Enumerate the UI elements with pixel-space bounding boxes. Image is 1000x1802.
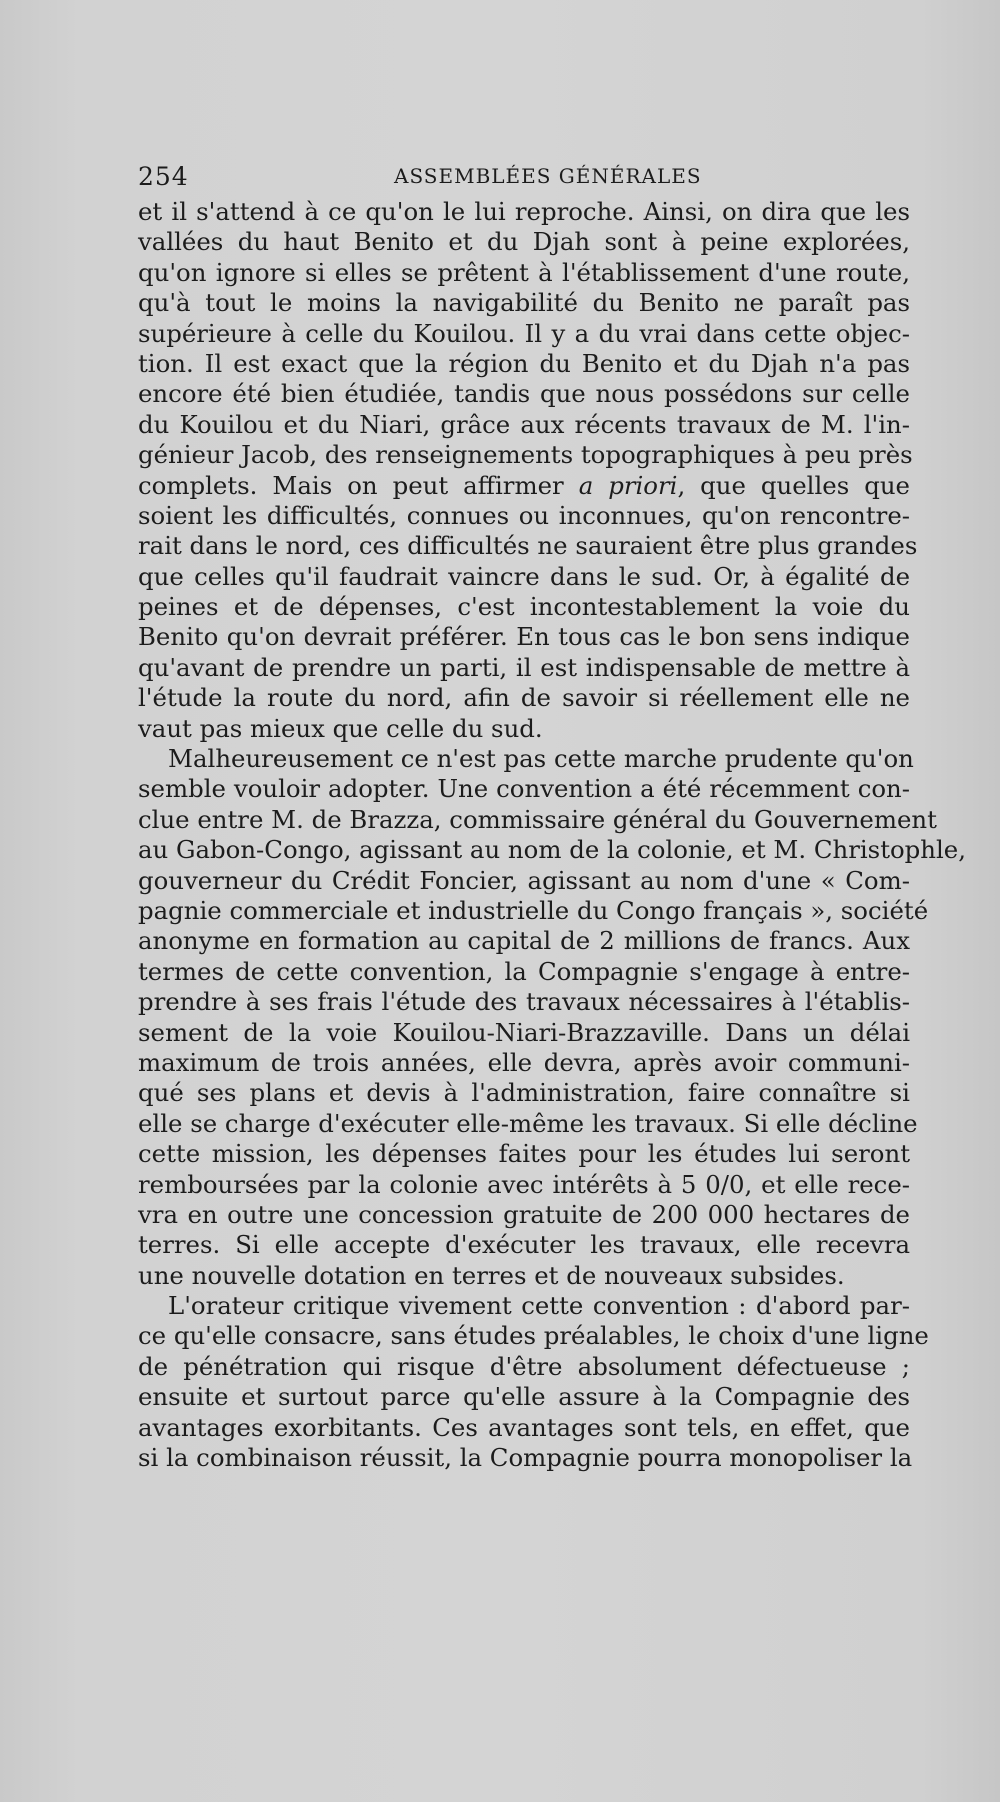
text-line: pagnie commerciale et industrielle du Congo français », société	[138, 895, 929, 925]
text-line: peines et de dépenses, c'est incontestablement la voie du	[138, 592, 910, 622]
text-line: supérieure à celle du Kouilou. Il y a du vrai dans cette objec-	[138, 318, 910, 348]
running-title: ASSEMBLÉES GÉNÉRALES	[394, 164, 702, 188]
text-segment: complets. Mais on peut affirmer	[138, 470, 564, 500]
text-line: vra en outre une concession gratuite de 200 000 hectares de	[138, 1199, 910, 1229]
text-line: que celles qu'il faudrait vaincre dans le sud. Or, à égalité de	[138, 561, 910, 591]
text-line: elle se charge d'exécuter elle-même les travaux. Si elle décline	[138, 1108, 918, 1138]
text-line: vallées du haut Benito et du Djah sont à peine explorées,	[138, 227, 910, 257]
text-line: sement de la voie Kouilou-Niari-Brazzaville. Dans un délai	[138, 1017, 910, 1047]
text-line: encore été bien étudiée, tandis que nous possédons sur celle	[138, 379, 910, 409]
text-line: clue entre M. de Brazza, commissaire général du Gouvernement	[138, 804, 937, 834]
text-line: ce qu'elle consacre, sans études préalables, le choix d'une ligne	[138, 1321, 929, 1351]
text-line: termes de cette convention, la Compagnie s'engage à entre-	[138, 956, 910, 986]
text-line: L'orateur critique vivement cette convention : d'abord par-	[168, 1291, 910, 1321]
text-line: terres. Si elle accepte d'exécuter les travaux, elle recevra	[138, 1230, 910, 1260]
text-line: vaut pas mieux que celle du sud.	[138, 713, 543, 743]
text-line: qué ses plans et devis à l'administration, faire connaître si	[138, 1078, 910, 1108]
text-line: maximum de trois années, elle devra, après avoir communi-	[138, 1047, 910, 1077]
text-line: cette mission, les dépenses faites pour les études lui seront	[138, 1139, 910, 1169]
text-line: prendre à ses frais l'étude des travaux nécessaires à l'établis-	[138, 987, 910, 1017]
page-number: 254	[138, 162, 189, 191]
text-line: du Kouilou et du Niari, grâce aux récents travaux de M. l'in-	[138, 409, 910, 439]
text-line: une nouvelle dotation en terres et de nouveaux subsides.	[138, 1260, 845, 1290]
text-line: génieur Jacob, des renseignements topographiques à peu près	[138, 440, 913, 470]
text-segment: , que quelles que	[677, 470, 910, 500]
text-line: au Gabon-Congo, agissant au nom de la colonie, et M. Christophle,	[138, 835, 966, 865]
text-line: avantages exorbitants. Ces avantages sont tels, en effet, que	[138, 1412, 910, 1442]
text-line: gouverneur du Crédit Foncier, agissant au nom d'une « Com-	[138, 865, 910, 895]
text-line: anonyme en formation au capital de 2 millions de francs. Aux	[138, 926, 910, 956]
text-line: soient les difficultés, connues ou inconnues, qu'on rencontre-	[138, 500, 910, 530]
text-line: et il s'attend à ce qu'on le lui reproche. Ainsi, on dira que les	[138, 197, 910, 226]
running-head	[138, 162, 908, 192]
text-line: rait dans le nord, ces difficultés ne sauraient être plus grandes	[138, 531, 918, 561]
text-line: semble vouloir adopter. Une convention a été récemment con-	[138, 774, 910, 804]
text-line: qu'avant de prendre un parti, il est indispensable de mettre à	[138, 652, 910, 682]
body-text	[138, 197, 966, 1473]
text-line: l'étude la route du nord, afin de savoir si réellement elle ne	[138, 683, 910, 713]
text-line: tion. Il est exact que la région du Benito et du Djah n'a pas	[138, 348, 910, 378]
text-line: ensuite et surtout parce qu'elle assure à la Compagnie des	[138, 1382, 910, 1412]
text-line: si la combinaison réussit, la Compagnie pourra monopoliser la	[138, 1443, 913, 1473]
text-line-with-italic	[138, 471, 910, 501]
text-line: Benito qu'on devrait préférer. En tous cas le bon sens indique	[138, 622, 910, 652]
text-line: qu'on ignore si elles se prêtent à l'établissement d'une route,	[138, 257, 910, 287]
italic-phrase: a priori	[578, 470, 678, 500]
text-line: qu'à tout le moins la navigabilité du Benito ne paraît pas	[138, 288, 910, 318]
text-line: Malheureusement ce n'est pas cette marche prudente qu'on	[168, 744, 914, 774]
text-line: remboursées par la colonie avec intérêts à 5 0/0, et elle rece-	[138, 1169, 910, 1199]
text-line: de pénétration qui risque d'être absolument défectueuse ;	[138, 1351, 910, 1381]
